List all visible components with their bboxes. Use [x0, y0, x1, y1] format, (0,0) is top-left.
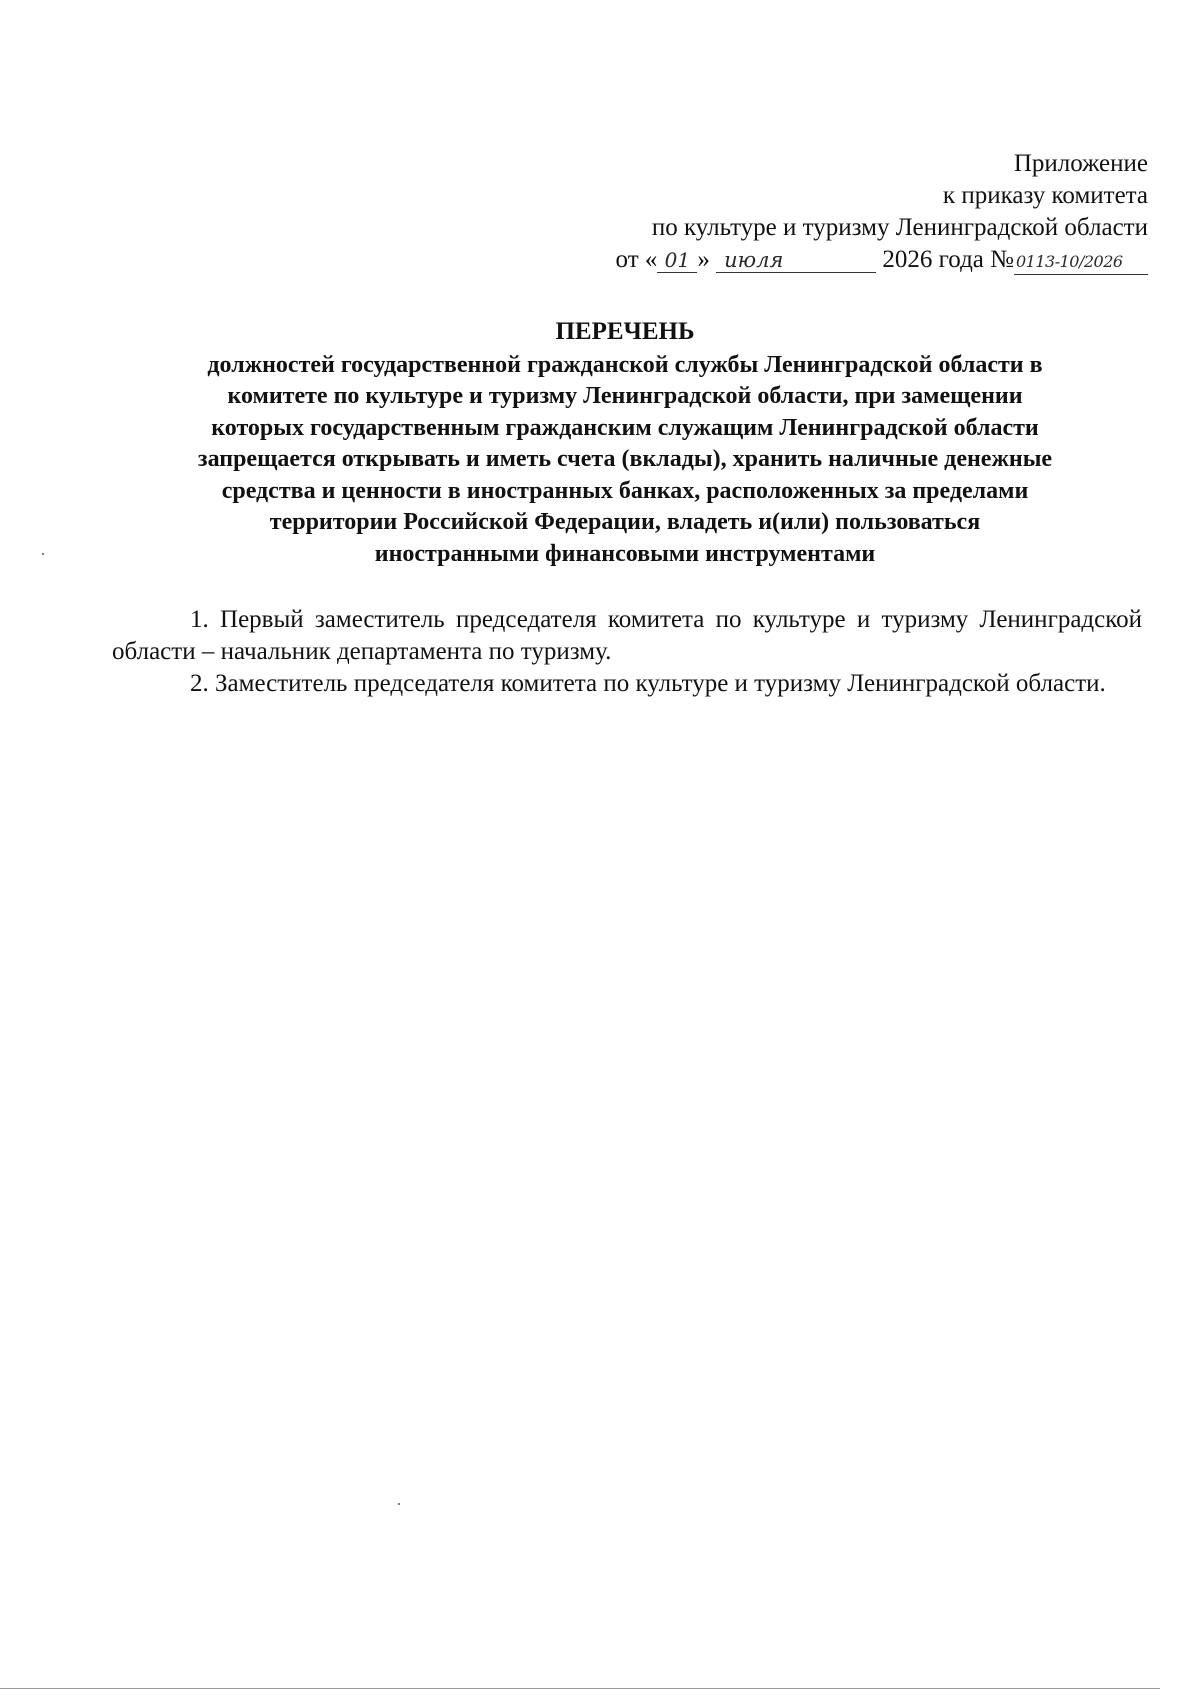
title-heading: ПЕРЕЧЕНЬ: [555, 318, 695, 345]
title-line: территории Российской Федерации, владеть и(или) пользоваться: [269, 509, 981, 535]
title-line: комитете по культуре и туризму Ленинградской области, при замещении: [227, 383, 1023, 409]
title-line: средства и ценности в иностранных банках, расположенных за пределами: [221, 477, 1029, 504]
annex-block: [616, 148, 1148, 276]
handwritten-month: июля: [716, 248, 876, 273]
date-mid: »: [697, 246, 710, 273]
handwritten-order-number: 0113-10/2026: [1014, 250, 1148, 275]
annex-date-line: [616, 244, 1148, 276]
list-item: 2. Заместитель председателя комитета по культуре и туризму Ленинградской области.: [190, 670, 1106, 697]
scan-speck: [42, 553, 44, 555]
scan-edge-line: [0, 1688, 1160, 1689]
title-line: иностранными финансовыми инструментами: [374, 540, 876, 567]
title-line: которых государственным гражданским служащим Ленинградской области: [211, 414, 1039, 441]
handwritten-day: 01: [657, 248, 697, 273]
document-title: [120, 316, 1130, 570]
annex-title: Приложение: [1013, 150, 1148, 177]
positions-list: [112, 604, 1142, 700]
title-line: должностей государственной гражданской службы Ленинградской области в: [207, 351, 1043, 378]
scan-speck: [398, 1503, 400, 1505]
annex-order-ref: к приказу комитета: [942, 182, 1148, 209]
date-prefix: от «: [615, 246, 658, 273]
date-year: 2026 года №: [882, 246, 1014, 273]
title-line: запрещается открывать и иметь счета (вклады), хранить наличные денежные: [197, 446, 1053, 472]
list-item: 1. Первый заместитель председателя комитета по культуре и туризму Ленинградской области – начальник департамента по туризму.: [112, 606, 1142, 665]
annex-committee: по культуре и туризму Ленинградской области: [651, 214, 1148, 241]
